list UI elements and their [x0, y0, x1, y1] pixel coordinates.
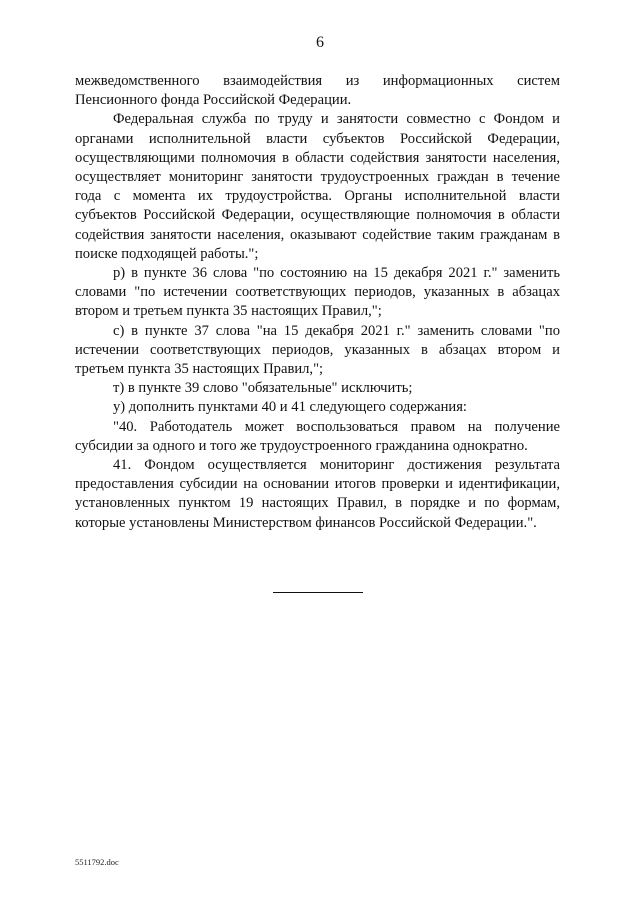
- paragraph-monitoring: Федеральная служба по труду и занятости совместно с Фондом и органами исполнительной власти субъектов Российской Федерации, осуществляющими полномочия в области содействия занятости населения, осуществляет мониторинг занятости трудоустроенных граждан в течение года с момента их трудоустройства. Органы исполнительной власти субъектов Российской Федерации, осуществляющие полномочия в области содействия занятости населения, оказывают содействие таким гражданам в поиске подходящей работы.";: [75, 111, 560, 262]
- footer-doc-code: 5511792.doc: [75, 857, 119, 867]
- paragraph-continuation: межведомственного взаимодействия из информационных систем Пенсионного фонда Российской Федерации.: [75, 73, 560, 109]
- paragraph-item-u: у) дополнить пунктами 40 и 41 следующего содержания:: [113, 399, 467, 416]
- end-divider: [273, 592, 363, 593]
- paragraph-point-40: "40. Работодатель может воспользоваться правом на получение субсидии за одного и того же трудоустроенного гражданина однократно.: [75, 418, 560, 454]
- document-body: [75, 72, 560, 533]
- paragraph-item-t: т) в пункте 39 слово "обязательные" исключить;: [113, 380, 413, 397]
- paragraph-item-r: р) в пункте 36 слова "по состоянию на 15 декабря 2021 г." заменить словами "по истечении соответствующих периодов, указанных в абзацах втором и третьем пункта 35 настоящих Правил,";: [75, 265, 560, 320]
- paragraph-item-s: с) в пункте 37 слова "на 15 декабря 2021 г." заменить словами "по истечении соответствующих периодов, указанных в абзацах втором и третьем пункта 35 настоящих Правил,";: [75, 322, 560, 378]
- paragraph-point-41: 41. Фондом осуществляется мониторинг достижения результата предоставления субсидии на основании итогов проверки и идентификации, установленных пунктом 19 настоящих Правил, в порядке и по формам, которые установлены Министерством финансов Российской Федерации.".: [75, 457, 560, 531]
- page-number: 6: [316, 34, 324, 51]
